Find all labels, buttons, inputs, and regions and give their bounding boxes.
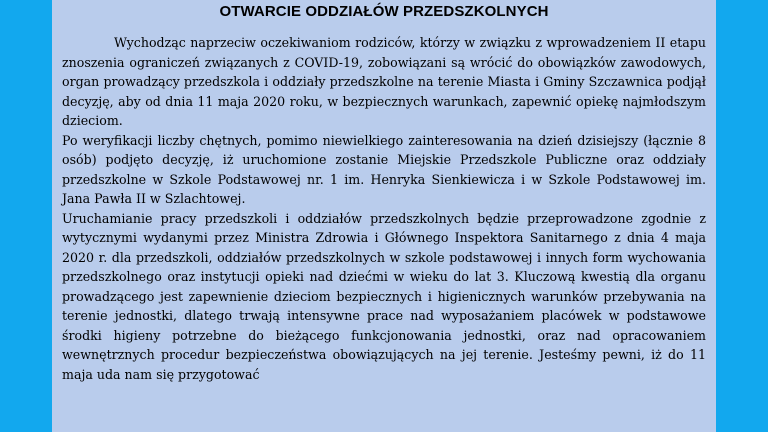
paragraph-decision: Po weryfikacji liczby chętnych, pomimo niewielkiego zainteresowania na dzień dzisiejszy (łącznie 8 osób) podjęto decyzję, iż uruchomione zostanie Miejskie Przedszkole Publiczne oraz oddziały przedszkolne w Szkole Podstawowej nr. 1 im. Henryka Sienkiewicza i w Szkole Podstawowej im. Jana Pawła II w Szlachtowej. [62,132,706,206]
paragraph-guidelines: Uruchamianie pracy przedszkoli i oddziałów przedszkolnych będzie przeprowadzone zgodnie z wytycznymi wydanymi przez Ministra Zdrowia i Głównego Inspektora Sanitarnego z dnia 4 maja 2020 r. dla przedszkoli, oddziałów przedszkolnych w szkole podstawowej i innych form wychowania przedszkolnego oraz instytucji opieki nad dziećmi w wieku do lat 3. Kluczową kwestią dla organu prowadzącego jest zapewnienie dzieciom bezpiecznych i higienicznych warunków przebywania na terenie jednostki, dlatego trwają intensywne prace nad wyposażaniem placówek w podstawowe środki higieny potrzebne do bieżącego funkcjonowania jednostki, oraz nad opracowaniem wewnętrznych procedur bezpieczeństwa obowiązujących na jej terenie. Jesteśmy pewni, iż do 11 maja uda nam się przygotować [62,210,706,382]
document-title: OTWARCIE ODDZIAŁÓW PRZEDSZKOLNYCH [219,3,549,20]
document-body [62,33,706,384]
document-page [52,0,716,432]
paragraph-intro: Wychodząc naprzeciw oczekiwaniom rodziców, którzy w związku z wprowadzeniem II etapu znoszenia ograniczeń związanych z COVID-19, zobowiązani są wrócić do obowiązków zawodowych, organ prowadzący przedszkola i oddziały przedszkolne na terenie Miasta i Gminy Szczawnica podjął decyzję, aby od dnia 11 maja 2020 roku, w bezpiecznych warunkach, zapewnić opiekę najmłodszym dzieciom. [62,35,706,128]
